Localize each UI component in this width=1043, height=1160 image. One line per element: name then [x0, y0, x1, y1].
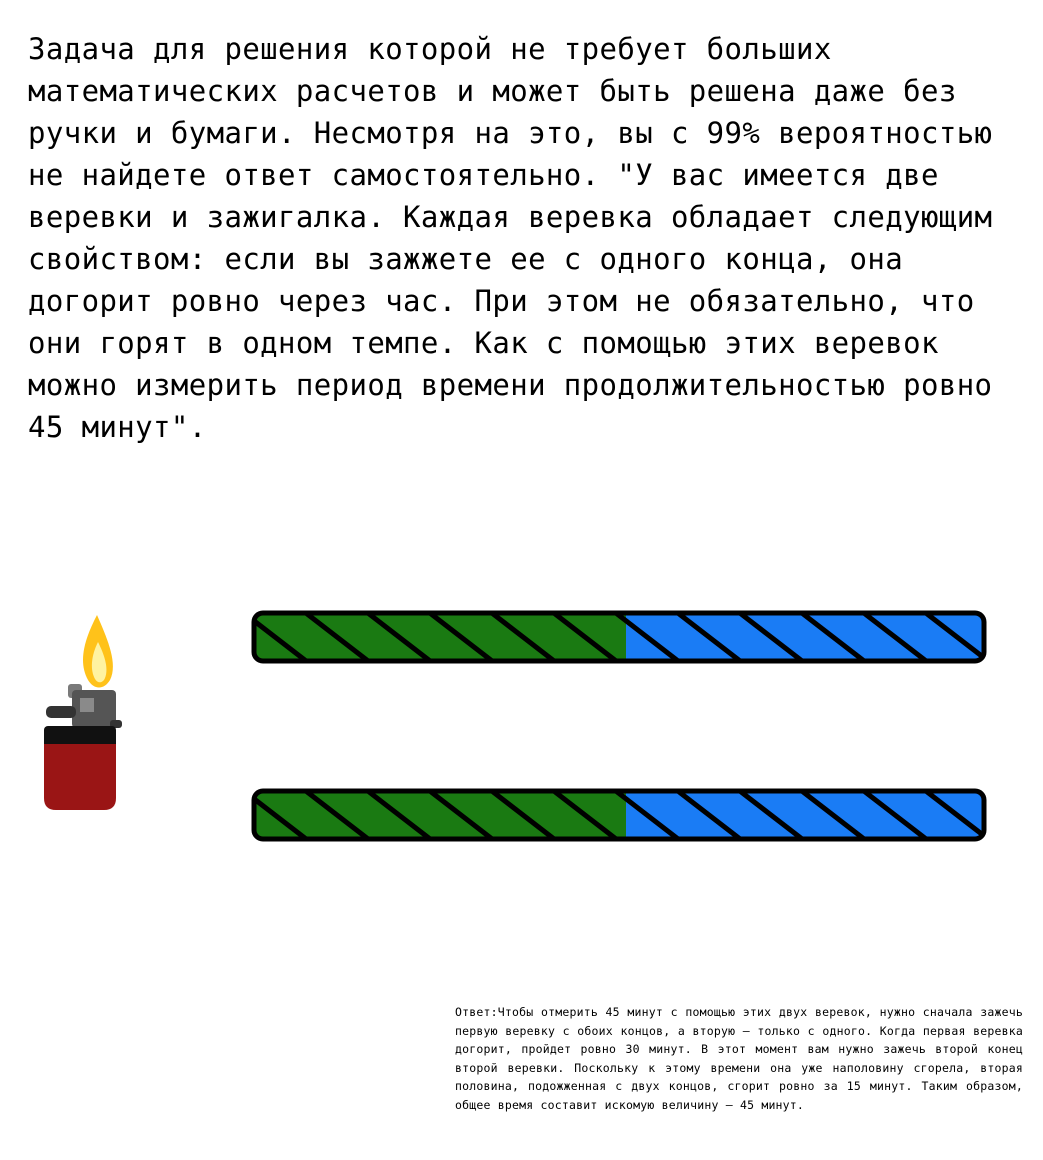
illustration [0, 580, 1043, 880]
answer-text: Ответ:Чтобы отмерить 45 минут с помощью этих двух веревок, нужно сначала зажечь первую веревку с обоих концов, а вторую – только с одного. Когда первая веревка догорит, пройдет ровно 30 минут. В этот момент вам нужно зажечь второй конец второй веревки. Поскольку к этому времени она уже наполовину сгорела, вторая половина, подожженная с двух концов, сгорит ровно за 15 минут. Таким образом, общее время составит искомую величину – 45 минут. [455, 1005, 1023, 1112]
rope-top [240, 610, 992, 664]
lighter-icon [44, 615, 122, 810]
rope-bottom [240, 788, 992, 842]
puzzle-text: Задача для решения которой не требует больших математических расчетов и может быть решена даже без ручки и бумаги. Несмотря на это, вы с 99% вероятностью не найдете ответ самостоятельно. "У вас имеется две веревки и зажигалка. Каждая веревка обладает следующим свойством: если вы зажжете ее с одного конца, она догорит ровно через час. При этом не обязательно, что они горят в одном темпе. Как с помощью этих веревок можно измерить период времени продолжительностью ровно 45 минут". [28, 32, 993, 444]
